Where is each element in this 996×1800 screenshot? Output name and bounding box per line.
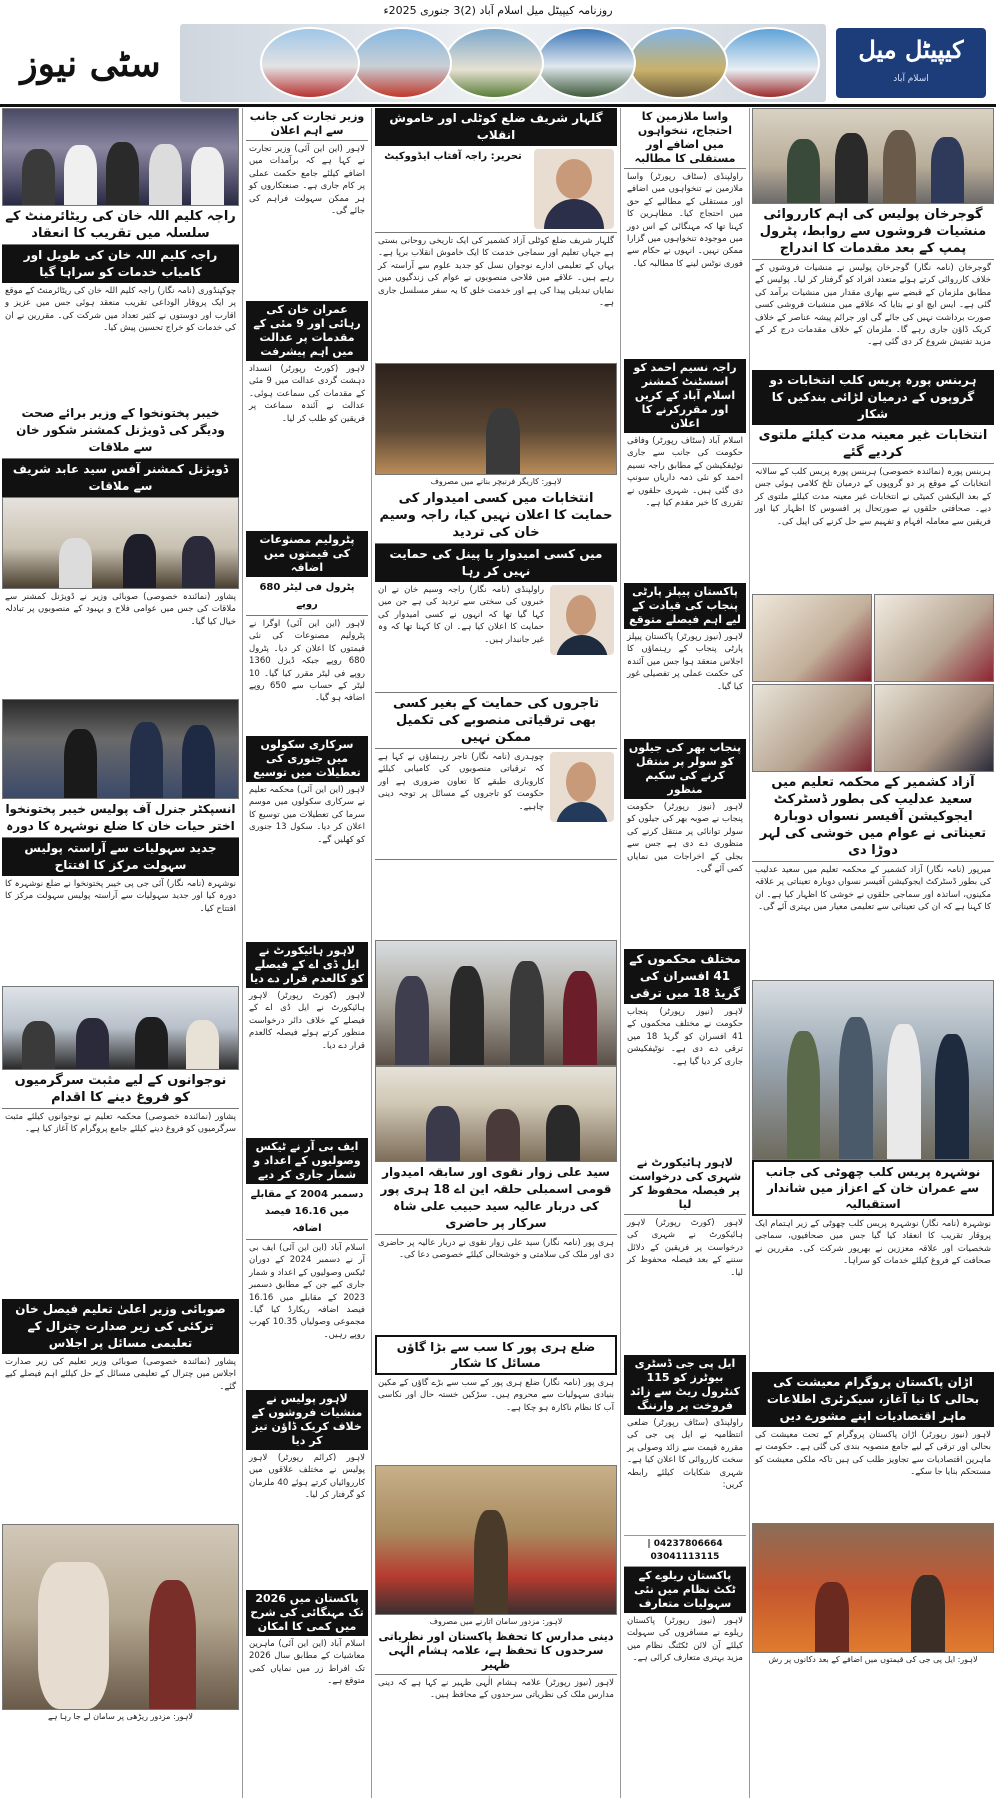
person-photo [550,585,614,655]
author-photo [534,149,614,229]
subheadline: راجہ کلیم اللہ خان کی طویل اور کامیاب خدمات کو سراہا گیا [2,245,239,283]
article-body: نوشہرہ (نامہ نگار) آئی جی پی خیبر پختونخوا نے ضلع نوشہرہ کا دورہ کیا اور جدید سہولیات سے آراستہ پولیس سہولت مرکز کا افتتاح کیا۔ [5,879,236,914]
headline[interactable]: انتخابات میں کسی امیدوار کی حمایت کا اعلان نہیں کیا، راجہ وسیم خان کی تردید [375,488,617,544]
article-with-photo [375,749,617,860]
headline[interactable]: نوشہرہ پریس کلب چھوٹی کی جانب سے عمران خان کے اعزاز میں شاندار استقبالیہ [752,1160,994,1216]
headline[interactable]: ضلع ہری پور کا سب سے بڑا گاؤں مسائل کا شکار [375,1335,617,1375]
headline[interactable]: سید علی زوار نقوی اور سابقہ امیدوار قومی اسمبلی حلقہ این اے 18 ہری پور کی دربار عالیہ سید حبیب علی شاہ سرکار پر حاضری [375,1162,617,1235]
article-body: لاہور (این این آئی) محکمہ تعلیم نے سرکاری سکولوں میں موسم سرما کی تعطیلات میں توسیع کا اعلان کر دیا۔ سکول 13 جنوری کو کھلیں گے۔ [249,785,366,845]
article-body: پشاور (نمائندہ خصوصی) محکمہ تعلیم نے نوجوانوں کیلئے مثبت سرگرمیوں کو فروغ دینے کیلئے جامع پروگرام کا آغاز کیا ہے۔ [5,1112,236,1135]
news-photo [2,497,239,589]
photo-grid [752,594,994,772]
headline[interactable]: ہربنس پورہ پریس کلب انتخابات دو گروپوں کے درمیان لڑائی بندکیں کا شکار [752,370,994,425]
article-body: لاہور (این این آئی) اوگرا نے پٹرولیم مصنوعات کی نئی قیمتوں کا اعلان کر دیا۔ پٹرول 680 روپے جبکہ ڈیزل 1360 روپے فی لیٹر مقرر کیا گیا۔ 10 لیٹر کے حساب سے 650 روپے اضافہ ہو گیا۔ [249,619,366,704]
news-photo [752,1523,994,1653]
landmark-photo [444,27,544,99]
column-2 [624,108,746,1798]
photo-caption: لاہور: کاریگر فرنیچر بنانے میں مصروف [430,477,562,486]
article-body: لاہور (نیوز رپورٹر) پاکستان پیپلز پارٹی پنجاب کے رہنماؤں کا اجلاس منعقد ہوا جس میں آئندہ کی حکمت عملی پر تفصیلی غور کیا گیا۔ [627,632,743,692]
column-divider [620,108,621,1798]
city-landmarks-banner [180,24,826,102]
headline[interactable]: پاکستان میں 2026 تک مہنگائی کی شرح میں کمی کا امکان [246,1590,368,1636]
landmark-photo [260,27,360,99]
article-body: چوہدری (نامہ نگار) تاجر رہنماؤں نے کہا ہے کہ ترقیاتی منصوبوں کی کامیابی کیلئے کاروباری طبقے کا تعاون ضروری ہے اور حکومت کو تاجروں کے مسائل پر توجہ دینی چاہیے۔ [378,752,544,812]
landmark-photo [720,27,820,99]
photo-caption: لاہور: مزدور ریڑھی پر سامان لے جا رہا ہے [48,1712,193,1721]
masthead [0,22,996,104]
headline[interactable]: صوبائی وزیر اعلیٰ تعلیم فیصل خان ترکئی کی زیر صدارت چترال کے تعلیمی مسائل پر اجلاس [2,1299,239,1354]
masthead-rule [0,104,996,107]
article-body: نوشہرہ (نامہ نگار) نوشہرہ پریس کلب چھوٹی کے زیر اہتمام ایک پروقار تقریب کا انعقاد کیا گیا جس میں صحافیوں، سماجی شخصیات اور علاقہ معززین نے بھرپور شرکت کی۔ مقررین نے صحافت کے فروغ کیلئے خدمات کو سراہا۔ [755,1219,991,1267]
headline[interactable]: مختلف محکموں کے 41 افسران کی گریڈ 18 میں ترقی [624,949,746,1004]
landmark-photo [536,27,636,99]
column-3 [375,108,617,1798]
headline[interactable]: واسا ملازمین کا احتجاج، تنخواہوں میں اضافے اور مستقلی کا مطالبہ [624,108,746,169]
headline[interactable]: ایف بی آر نے ٹیکس وصولیوں کے اعداد و شمار جاری کر دیے [246,1138,368,1184]
article-body: لاہور (نیوز رپورٹر) علامہ ہشام الٰہی ظہیر نے کہا ہے کہ دینی مدارس ملک کی نظریاتی سرحدوں کے محافظ ہیں۔ [378,1678,614,1701]
column-byline [375,146,617,233]
news-photo [874,594,994,682]
article-body: لاہور (کورٹ رپورٹر) لاہور ہائیکورٹ نے شہری کی درخواست پر فریقین کے دلائل سننے کے بعد فیصلہ محفوظ کر لیا۔ [627,1218,743,1278]
news-photo [752,108,994,204]
news-photo [375,940,617,1066]
subheadline: پٹرول فی لیٹر 680 روپے [246,577,368,616]
article-body: لاہور (کورٹ رپورٹر) انسداد دہشت گردی عدالت میں 9 مئی کے مقدمات کی سماعت ہوئی۔ عدالت نے آئندہ سماعت پر فریقین کو طلب کر لیا۔ [249,364,365,424]
headline[interactable]: لاہور ہائیکورٹ نے ایل ڈی اے کے فیصلے کو کالعدم قرار دے دیا [246,942,368,988]
news-photo [375,1066,617,1162]
headline[interactable]: عمران خان کی رہائی اور 9 مئی کے مقدمات پر عدالت میں اہم پیشرفت [246,301,368,361]
article-body: ہری پور (نامہ نگار) سید علی زوار نقوی نے دربار عالیہ پر حاضری دی اور ملک کی سلامتی و خوشحالی کیلئے خصوصی دعا کی۔ [378,1238,614,1261]
article-body: لاہور (کورٹ رپورٹر) لاہور ہائیکورٹ نے ایل ڈی اے کے فیصلے کے خلاف دائر درخواست منظور کرتے ہوئے فیصلہ کالعدم قرار دے دیا۔ [249,991,365,1051]
news-photo [874,684,994,772]
article-body: لاہور (این این آئی) وزیر تجارت نے کہا ہے کہ برآمدات میں اضافے کیلئے جامع حکمت عملی پر کام جاری ہے۔ صنعتکاروں کو ہر ممکن سہولت فراہم کی جائے گی۔ [249,144,365,217]
article-body: گوجرخان (نامہ نگار) گوجرخان پولیس نے منشیات فروشوں کے خلاف کارروائی کرتے ہوئے متعدد افراد کو گرفتار کر لیا۔ پولیس کے مطابق ملزمان کے قبضے سے بھاری مقدار میں منشیات برآمد کی گئی ہے۔ ایس ایچ او نے بتایا کہ علاقے میں منشیات فروشی کسی صورت برداشت نہیں کی جائے گی اور جرائم پیشہ عناصر کے خلاف کریک ڈاؤن جاری رہے گا۔ ملزمان کے خلاف مقدمات درج کر کے مزید تفتیش شروع کر دی گئی ہے۔ [755,263,991,348]
news-photo [752,684,872,772]
article-body: لاہور (نیوز رپورٹر) اڑان پاکستان پروگرام کے تحت معیشت کی بحالی اور ترقی کے لیے جامع منصوبہ بندی کی گئی ہے۔ حکومت نے ماہرین اقتصادیات سے تجاویز طلب کی ہیں تاکہ ملکی معیشت کو مستحکم بنایا جا سکے۔ [755,1430,991,1478]
headline[interactable]: تاجروں کی حمایت کے بغیر کسی بھی ترقیاتی منصوبے کی تکمیل ممکن نہیں [375,693,617,749]
article-body: لاہور (نیوز رپورٹر) حکومت پنجاب نے صوبہ بھر کی جیلوں کو سولر توانائی پر منتقل کرنے کی منظوری دے دی ہے جس سے بجلی کے اخراجات میں نمایاں کمی آئے گی۔ [627,802,743,875]
article-body: ہری پور (نامہ نگار) ضلع ہری پور کے سب سے بڑے گاؤں کے مکین بنیادی سہولیات سے محروم ہیں۔ سڑکیں خستہ حال اور نکاسی آب کا نظام ناکارہ ہو چکا ہے۔ [378,1378,614,1413]
column-4 [246,108,368,1798]
headline[interactable]: پنجاب بھر کی جیلوں کو سولر پر منتقل کرنے کی سکیم منظور [624,739,746,799]
headline[interactable]: آزاد کشمیر کے محکمہ تعلیم میں سعید عدلیب کی بطور ڈسٹرکٹ ایجوکیشن آفیسر نسواں دوبارہ تعیناتی نے عوام میں خوشی کی لہر دوڑا دی [752,772,994,862]
headline[interactable]: اڑان پاکستان پروگرام معیشت کی بحالی کا نیا آغاز، سیکرٹری اطلاعات ماہر اقتصادیات اپنے مشورے دیں [752,1372,994,1427]
person-photo [550,752,614,822]
landmark-photo [628,27,728,99]
logo-subtext: اسلام آباد [893,74,929,84]
headline[interactable]: نوجوانوں کے لیے مثبت سرگرمیوں کو فروغ دینے کا اقدام [2,1070,239,1109]
landmark-photo [352,27,452,99]
headline[interactable]: دینی مدارس کا تحفظ پاکستان اور نظریاتی سرحدوں کا تحفظ ہے، علامہ ہشام الٰہی ظہیر [375,1628,617,1675]
article-body: پشاور (نمائندہ خصوصی) صوبائی وزیر تعلیم کی زیر صدارت اجلاس میں چترال کے تعلیمی مسائل کے حل کیلئے اہم فیصلے کیے گئے۔ [5,1357,236,1392]
column-divider [749,108,750,1798]
subheadline: میں کسی امیدوار یا پینل کی حمایت نہیں کر رہا [375,544,617,582]
dateline: روزنامہ کیپیٹل میل اسلام آباد (2)3 جنوری 2025ء [383,4,613,17]
headline[interactable]: پاکستان پیپلز پارٹی پنجاب کی قیادت کے لیے اہم فیصلے متوقع [624,583,746,629]
byline: تحریر: راجہ آفتاب ایڈووکیٹ [384,151,522,162]
headline[interactable]: راجہ کلیم اللہ خان کی ریٹائرمنٹ کے سلسلہ میں تقریب کا انعقاد [2,206,239,245]
subheadline: انتخابات غیر معینہ مدت کیلئے ملتوی کردیے گئے [752,425,994,464]
photo-caption: لاہور: مزدور سامان اتارنے میں مصروف [429,1617,563,1626]
column-1 [752,108,994,1798]
article-body: لاہور (نیوز رپورٹر) پنجاب حکومت نے مختلف محکموں کے 41 افسران کو گریڈ 18 میں ترقی دے دی ہے۔ نوٹیفکیشن جاری کر دیا گیا ہے۔ [627,1007,743,1067]
headline[interactable]: خیبر پختونخوا کے وزیر برائے صحت ودیگر کی ڈویژنل کمشنر شکور خان سے ملاقات [2,403,239,459]
headline[interactable]: انسپکٹر جنرل آف پولیس خیبر پختونخوا اختر حیات خان کا ضلع نوشہرہ کا دورہ [2,799,239,838]
newspaper-logo[interactable] [836,28,986,98]
article-body: لاہور (کرائم رپورٹر) لاہور پولیس نے مختلف علاقوں میں کارروائیاں کرتے ہوئے 40 ملزمان کو گرفتار کر لیا۔ [249,1453,365,1501]
news-photo [752,980,994,1160]
headline[interactable]: گوجرخان پولیس کی اہم کارروائی منشیات فروشوں سے روابط، پٹرول پمپ کے بعد مقدمات کا اندراج [752,204,994,260]
subheadline: جدید سہولیات سے آراستہ پولیس سہولت مرکز کا افتتاح [2,838,239,876]
article-body: لاہور (نیوز رپورٹر) پاکستان ریلوے نے مسافروں کی سہولت کیلئے آن لائن ٹکٹنگ نظام میں مزید بہتری متعارف کرائی ہے۔ [627,1616,743,1664]
news-photo [375,363,617,475]
headline[interactable]: گلہار شریف ضلع کوٹلی اور خاموش انقلاب [375,108,617,146]
headline[interactable]: لاہور ہائیکورٹ نے شہری کی درخواست پر فیصلہ محفوظ کر لیا [624,1154,746,1215]
news-photo [2,108,239,206]
news-photo [752,594,872,682]
article-body: چوکپنڈوری (نامہ نگار) راجہ کلیم اللہ خان کی ریٹائرمنٹ کے موقع پر ایک پروقار الوداعی تقریب منعقد ہوئی جس میں عزیز و اقارب اور دوستوں نے کثیر تعداد میں شرکت کی۔ مقررین نے ان کی خدمات کو خراج تحسین پیش کیا۔ [5,286,236,334]
article-body [375,860,617,940]
column-divider [371,108,372,1798]
column-5 [2,108,239,1798]
article-body: پشاور (نمائندہ خصوصی) صوبائی وزیر نے ڈویژنل کمشنر سے ملاقات کی جس میں عوامی فلاح و بہبود کے منصوبوں پر تبادلہ خیال کیا گیا۔ [5,592,236,627]
article-body: راولپنڈی (سٹاف رپورٹر) واسا ملازمین نے تنخواہوں میں اضافے اور مستقلی کے مطالبے کے حق میں احتجاج کیا۔ مظاہرین کا کہنا تھا کہ مہنگائی کے اس دور میں موجودہ تنخواہوں میں گزارا ممکن نہیں۔ انہوں نے حکام سے فوری نوٹس لینے کا مطالبہ کیا۔ [627,172,743,269]
headline[interactable]: سرکاری سکولوں میں جنوری کی تعطیلات میں توسیع [246,736,368,782]
headline[interactable]: لاہور پولیس نے منشیات فروشوں کے خلاف کریک ڈاؤن تیز کر دیا [246,1390,368,1450]
helpline-numbers[interactable]: 04237806664 | 03041113115 [624,1535,746,1567]
article-body: اسلام آباد (سٹاف رپورٹر) وفاقی حکومت کی جانب سے جاری نوٹیفکیشن کے مطابق راجہ نسیم احمد کو نئی ذمہ داریاں سونپ دی گئی ہیں۔ شہری حلقوں نے تقرری کا خیر مقدم کیا ہے۔ [627,436,743,509]
article-body: راولپنڈی (سٹاف رپورٹر) ضلعی انتظامیہ نے ایل پی جی کی مقررہ قیمت سے زائد وصولی پر سخت کارروائی کا اعلان کیا ہے۔ شہری شکایات کیلئے رابطہ کریں: [627,1418,743,1491]
article-body: اسلام آباد (این این آئی) ماہرین معاشیات کے مطابق سال 2026 تک افراط زر میں نمایاں کمی متوقع ہے۔ [249,1639,365,1687]
section-title: سٹی نیوز [20,43,161,85]
headline[interactable]: راجہ نسیم احمد کو اسسٹنٹ کمشنر اسلام آباد کے کریں اور مقررکرنے کا اعلان [624,359,746,433]
subheadline: ڈویژنل کمشنر آفس سید عابد شریف سے ملاقات [2,459,239,497]
headline[interactable]: وزیر تجارت کی جانب سے اہم اعلان [246,108,368,141]
article-with-photo [375,582,617,693]
article-body: گلہار شریف ضلع کوٹلی آزاد کشمیر کی ایک تاریخی روحانی بستی ہے جہاں تعلیم اور سماجی خدمت کا ایک خاموش انقلاب برپا ہے۔ یہاں کے تعلیمی ادارے نوجوان نسل کو جدید علوم سے آراستہ کر رہے ہیں۔ علاقے میں فلاحی منصوبوں نے عوام کی زندگیوں میں نمایاں تبدیلی پیدا کی ہے اور خدمت خلق کا یہ سفر مسلسل جاری ہے۔ [378,236,614,309]
news-photo [2,1524,239,1710]
article-body: اسلام آباد (این این آئی) ایف بی آر نے دسمبر 2024 کے دوران ٹیکس وصولیوں کے اعداد و شمار جاری کیے جن کے مطابق دسمبر 2023 کے مقابلے میں 16.16 فیصد اضافہ ریکارڈ کیا گیا۔ مجموعی وصولیاں 10.35 کھرب روپے رہیں۔ [249,1243,365,1340]
headline[interactable]: ایل پی جی ڈسٹری بیوٹرز کو 115 کنٹرول ریٹ سے زائد فروخت پر وارننگ [624,1355,746,1415]
subheadline: دسمبر 2004 کے مقابلے میں 16.16 فیصد اضافہ [246,1184,368,1240]
photo-caption: لاہور: ایل پی جی کی قیمتوں میں اضافے کے بعد دکانوں پر رش [768,1655,978,1664]
news-photo [375,1465,617,1615]
article-body: راولپنڈی (نامہ نگار) راجہ وسیم خان نے ان خبروں کی سختی سے تردید کی ہے جن میں کہا گیا تھا کہ انہوں نے کسی امیدوار کی حمایت کا اعلان کیا ہے۔ ان کا کہنا تھا کہ وہ غیر جانبدار ہیں۔ [378,585,544,645]
news-photo [2,699,239,799]
article-body: ہربنس پورہ (نمائندہ خصوصی) ہربنس پورہ پریس کلب کے سالانہ انتخابات کے موقع پر دو گروپوں کے درمیان تلخ کلامی ہوئی جس کے بعد الیکشن کمیٹی نے انتخابات غیر معینہ مدت کیلئے ملتوی کر دیے۔ صحافتی حلقوں نے صورتحال پر افسوس کا اظہار کیا اور فریقین سے معاملہ افہام و تفہیم سے حل کرنے کی اپیل کی۔ [755,467,991,527]
article-body: میرپور (نامہ نگار) آزاد کشمیر کے محکمہ تعلیم میں سعید عدلیب کی بطور ڈسٹرکٹ ایجوکیشن آفیسر نسواں دوبارہ تعیناتی پر علاقہ مکینوں، اساتذہ اور سماجی حلقوں نے خوشی کا اظہار کیا ہے۔ ان کا کہنا ہے کہ ان کی تعیناتی سے تعلیمی معیار میں بہتری آئے گی۔ [755,865,991,913]
logo-text: کیپیٹل میل [858,35,964,64]
news-photo [2,986,239,1070]
headline[interactable]: پاکستان ریلوے کے ٹکٹ نظام میں نئی سہولیات متعارف [624,1567,746,1613]
headline[interactable]: پٹرولیم مصنوعات کی قیمتوں میں اضافہ [246,531,368,577]
column-divider [242,108,243,1798]
